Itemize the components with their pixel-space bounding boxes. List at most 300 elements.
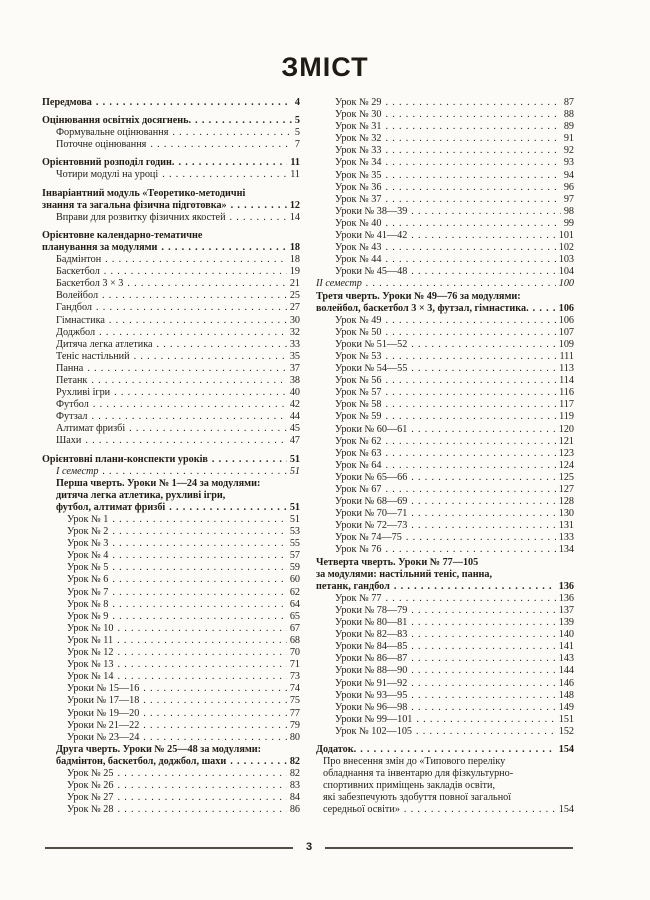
toc-entry bbox=[316, 230, 574, 242]
toc-entry bbox=[316, 690, 574, 702]
footer-rule-right bbox=[325, 847, 573, 849]
toc-entry bbox=[42, 744, 300, 756]
dot-leader bbox=[117, 792, 286, 804]
toc-entry bbox=[42, 97, 300, 109]
toc-entry bbox=[316, 145, 574, 157]
toc-entry-page: 116 bbox=[559, 387, 574, 399]
toc-entry-page: 32 bbox=[289, 326, 300, 338]
toc-entry-label: волейбол, баскетбол 3 × 3, футзал, гімнастика. bbox=[316, 302, 529, 314]
dot-leader bbox=[117, 659, 286, 671]
toc-entry bbox=[316, 756, 574, 768]
toc-entry bbox=[42, 230, 300, 242]
toc-entry-page: 5 bbox=[294, 127, 300, 139]
toc-entry bbox=[42, 623, 300, 635]
toc-entry bbox=[42, 720, 300, 732]
dot-leader bbox=[91, 411, 286, 423]
toc-entry-label: Петанк bbox=[56, 374, 88, 386]
toc-entry bbox=[316, 496, 574, 508]
toc-entry bbox=[42, 635, 300, 647]
toc-entry bbox=[42, 363, 300, 375]
toc-entry-page: 11 bbox=[290, 169, 300, 181]
toc-entry-page: 68 bbox=[289, 634, 300, 646]
toc-entry-label: Уроки № 23—24 bbox=[67, 731, 140, 743]
toc-entry-page: 131 bbox=[558, 520, 574, 532]
toc-entry-label: Урок № 74—75 bbox=[335, 532, 402, 544]
dot-leader bbox=[385, 97, 560, 109]
toc-entry-label: Баскетбол 3 × 3 bbox=[56, 278, 124, 290]
dot-leader bbox=[385, 170, 560, 182]
toc-entry-label: Уроки № 60—61 bbox=[335, 423, 408, 435]
toc-entry-label: Уроки № 93—95 bbox=[335, 689, 408, 701]
toc-entry-label: Уроки № 68—69 bbox=[335, 496, 408, 508]
toc-entry bbox=[42, 212, 300, 224]
toc-entry-label: Гімнастика bbox=[56, 314, 105, 326]
toc-entry-page: 101 bbox=[558, 230, 574, 242]
toc-entry bbox=[316, 557, 574, 569]
dot-leader bbox=[112, 611, 286, 623]
toc-entry-page: 117 bbox=[559, 399, 574, 411]
toc-entry-label: Баскетбол bbox=[56, 266, 100, 278]
toc-entry-label: Друга чверть. Уроки № 25—48 за модулями: bbox=[56, 743, 262, 755]
toc-entry-label: Урок № 58 bbox=[335, 399, 382, 411]
toc-entry bbox=[42, 115, 300, 127]
toc-entry-page: 109 bbox=[558, 338, 574, 350]
dot-leader bbox=[385, 182, 560, 194]
toc-entry-label: Урок № 12 bbox=[67, 647, 114, 659]
page-footer bbox=[45, 842, 573, 854]
toc-entry-page: 96 bbox=[563, 181, 574, 193]
toc-entry bbox=[316, 327, 574, 339]
toc-entry bbox=[316, 291, 574, 303]
dot-leader bbox=[117, 804, 286, 816]
toc-entry bbox=[316, 641, 574, 653]
toc-entry bbox=[316, 726, 574, 738]
toc-entry-label: Поточне оцінювання bbox=[56, 139, 147, 151]
toc-entry bbox=[316, 133, 574, 145]
toc-entry bbox=[42, 804, 300, 816]
dot-leader bbox=[161, 242, 286, 254]
toc-entry-label: Третя чверть. Уроки № 49—76 за модулями: bbox=[316, 290, 521, 302]
toc-entry-page: 107 bbox=[558, 326, 574, 338]
dot-leader bbox=[117, 647, 286, 659]
toc-entry-page: 99 bbox=[563, 217, 574, 229]
toc-entry bbox=[42, 266, 300, 278]
toc-entry-page: 98 bbox=[563, 205, 574, 217]
toc-entry bbox=[316, 315, 574, 327]
dot-leader bbox=[411, 678, 555, 690]
toc-entry bbox=[316, 544, 574, 556]
toc-entry-label: Урок № 56 bbox=[335, 375, 382, 387]
toc-entry bbox=[42, 351, 300, 363]
toc-entry-page: 14 bbox=[289, 211, 300, 223]
dot-leader bbox=[533, 303, 556, 315]
toc-entry bbox=[42, 562, 300, 574]
dot-leader bbox=[385, 145, 560, 157]
dot-leader bbox=[114, 387, 287, 399]
toc-entry-label: Шахи bbox=[56, 435, 82, 447]
toc-entry bbox=[42, 466, 300, 478]
toc-entry-label: Урок № 11 bbox=[67, 634, 114, 646]
toc-entry bbox=[42, 454, 300, 466]
dot-leader bbox=[96, 302, 287, 314]
toc-entry-label: Урок № 59 bbox=[335, 411, 382, 423]
dot-leader bbox=[385, 484, 555, 496]
toc-entry-label: Урок № 28 bbox=[67, 804, 114, 816]
dot-leader bbox=[96, 97, 292, 109]
toc-entry bbox=[42, 647, 300, 659]
toc-entry-label: Алтимат фризбі bbox=[56, 423, 126, 435]
toc-entry-label: Уроки № 19—20 bbox=[67, 707, 140, 719]
toc-entry bbox=[42, 399, 300, 411]
toc-entry-label: Вправи для розвитку фізичних якостей bbox=[56, 211, 226, 223]
toc-entry bbox=[42, 339, 300, 351]
toc-entry-label: Уроки № 41—42 bbox=[335, 230, 408, 242]
toc-entry-label: Уроки № 54—55 bbox=[335, 363, 408, 375]
toc-entry bbox=[316, 339, 574, 351]
toc-entry-page: 25 bbox=[289, 290, 300, 302]
dot-leader bbox=[117, 635, 287, 647]
dot-leader bbox=[416, 714, 555, 726]
dot-leader bbox=[385, 315, 555, 327]
toc-entry bbox=[42, 792, 300, 804]
dot-leader bbox=[172, 127, 292, 139]
toc-entry bbox=[316, 303, 574, 315]
toc-entry-page: 5 bbox=[294, 115, 300, 127]
toc-entry bbox=[42, 756, 300, 768]
toc-entry-page: 59 bbox=[289, 562, 300, 574]
toc-entry-label: Уроки № 21—22 bbox=[67, 719, 140, 731]
toc-entry-label: Урок № 3 bbox=[67, 538, 109, 550]
toc-entry-label: Урок № 30 bbox=[335, 109, 382, 121]
toc-entry bbox=[42, 290, 300, 302]
dot-leader bbox=[127, 278, 286, 290]
dot-leader bbox=[411, 665, 555, 677]
toc-entry-label: Урок № 76 bbox=[335, 544, 382, 556]
toc-entry-label: Уроки № 99—101 bbox=[335, 713, 413, 725]
dot-leader bbox=[91, 375, 286, 387]
toc-entry bbox=[316, 744, 574, 756]
toc-entry-label: Урок № 36 bbox=[335, 181, 382, 193]
dot-leader bbox=[109, 315, 287, 327]
toc-entry-label: Урок № 67 bbox=[335, 484, 382, 495]
toc-entry bbox=[42, 574, 300, 586]
toc-entry-page: 4 bbox=[294, 97, 300, 108]
toc-entry-page: 51 bbox=[289, 453, 300, 465]
toc-entry-page: 154 bbox=[558, 804, 574, 816]
toc-entry-label: петанк, гандбол bbox=[316, 580, 390, 592]
toc-entry-label: Уроки № 65—66 bbox=[335, 471, 408, 483]
toc-columns bbox=[42, 97, 574, 817]
dot-leader bbox=[411, 690, 555, 702]
toc-entry-label: планування за модулями bbox=[42, 241, 158, 253]
toc-entry-label: Рухливі ігри bbox=[56, 387, 111, 399]
toc-entry bbox=[42, 768, 300, 780]
toc-entry-page: 139 bbox=[558, 617, 574, 629]
toc-entry-page: 130 bbox=[558, 508, 574, 520]
dot-leader bbox=[411, 520, 555, 532]
dot-leader bbox=[385, 351, 556, 363]
dot-leader bbox=[385, 375, 556, 387]
toc-entry-page: 89 bbox=[563, 121, 574, 133]
dot-leader bbox=[385, 593, 555, 605]
toc-entry-label: Уроки № 17—18 bbox=[67, 695, 140, 707]
toc-entry-label: Урок № 33 bbox=[335, 145, 382, 157]
dot-leader bbox=[85, 435, 286, 447]
dot-leader bbox=[150, 139, 292, 151]
toc-entry bbox=[316, 399, 574, 411]
toc-entry bbox=[316, 472, 574, 484]
toc-entry-page: 62 bbox=[289, 586, 300, 598]
toc-entry-page: 74 bbox=[289, 683, 300, 695]
dot-leader bbox=[385, 387, 556, 399]
toc-entry-page: 64 bbox=[289, 598, 300, 610]
toc-entry bbox=[42, 599, 300, 611]
toc-entry-label: Уроки № 86—87 bbox=[335, 653, 408, 665]
toc-entry-label: Урок № 7 bbox=[67, 586, 109, 598]
dot-leader bbox=[411, 206, 561, 218]
toc-entry bbox=[316, 581, 574, 593]
toc-entry bbox=[42, 671, 300, 683]
toc-entry-page: 127 bbox=[558, 484, 574, 495]
dot-leader bbox=[112, 550, 286, 562]
toc-entry bbox=[42, 139, 300, 151]
toc-entry-label: Панна bbox=[56, 362, 84, 374]
toc-entry-page: 124 bbox=[558, 459, 574, 471]
dot-leader bbox=[385, 448, 555, 460]
toc-entry-page: 79 bbox=[289, 719, 300, 731]
dot-leader bbox=[404, 804, 556, 816]
toc-entry-label: знання та загальна фізична підготовка» bbox=[42, 199, 227, 211]
toc-entry-page: 18 bbox=[289, 241, 300, 253]
dot-leader bbox=[134, 351, 287, 363]
dot-leader bbox=[411, 605, 555, 617]
dot-leader bbox=[102, 466, 286, 478]
toc-entry-page: 91 bbox=[563, 133, 574, 145]
toc-entry bbox=[42, 327, 300, 339]
toc-entry-page: 51 bbox=[289, 465, 300, 477]
toc-entry-page: 121 bbox=[558, 435, 574, 447]
toc-entry-label: Урок № 2 bbox=[67, 526, 109, 538]
toc-entry bbox=[316, 804, 574, 816]
toc-entry-label: Бадмінтон bbox=[56, 254, 102, 266]
dot-leader bbox=[366, 278, 556, 290]
toc-entry-label: Гандбол bbox=[56, 302, 93, 314]
toc-entry-label: Урок № 64 bbox=[335, 459, 382, 471]
toc-entry-page: 67 bbox=[289, 622, 300, 634]
dot-leader bbox=[105, 254, 287, 266]
toc-entry-page: 141 bbox=[558, 641, 574, 653]
toc-entry-page: 37 bbox=[289, 362, 300, 374]
toc-entry bbox=[42, 538, 300, 550]
toc-entry bbox=[316, 375, 574, 387]
toc-entry bbox=[42, 526, 300, 538]
toc-entry-page: 136 bbox=[558, 580, 574, 592]
dot-leader bbox=[112, 599, 286, 611]
toc-entry-page: 51 bbox=[289, 514, 300, 525]
toc-entry bbox=[42, 169, 300, 181]
footer-rule-left bbox=[45, 847, 293, 849]
toc-entry-label: спортивних приміщень закладів освіти, bbox=[323, 780, 496, 792]
toc-entry-label: Урок № 49 bbox=[335, 314, 382, 326]
dot-leader bbox=[411, 617, 555, 629]
toc-entry-label: середньої освіти» bbox=[323, 804, 400, 816]
toc-entry-page: 134 bbox=[558, 544, 574, 556]
toc-entry-page: 111 bbox=[559, 350, 574, 362]
toc-entry-label: Уроки № 72—73 bbox=[335, 520, 408, 532]
toc-entry bbox=[42, 242, 300, 254]
toc-entry-label: Урок № 37 bbox=[335, 193, 382, 205]
toc-entry-page: 53 bbox=[289, 526, 300, 538]
toc-entry-label: Дитяча легка атлетика bbox=[56, 338, 153, 350]
dot-leader bbox=[411, 339, 555, 351]
dot-leader bbox=[212, 454, 287, 466]
toc-entry bbox=[316, 194, 574, 206]
toc-entry-label: Урок № 6 bbox=[67, 574, 109, 586]
toc-entry-page: 144 bbox=[558, 665, 574, 677]
toc-entry-page: 100 bbox=[558, 278, 574, 290]
toc-entry-page: 33 bbox=[289, 338, 300, 350]
dot-leader bbox=[112, 574, 286, 586]
toc-entry-label: Урок № 25 bbox=[67, 767, 114, 779]
toc-entry-label: Додаток. bbox=[316, 743, 357, 755]
toc-entry bbox=[316, 508, 574, 520]
toc-entry bbox=[42, 780, 300, 792]
toc-entry-page: 80 bbox=[289, 731, 300, 743]
toc-entry-label: Волейбол bbox=[56, 290, 99, 302]
toc-entry-label: Доджбол bbox=[56, 326, 96, 338]
toc-entry-label: Урок № 35 bbox=[335, 169, 382, 181]
toc-entry-label: які забезпечують здобуття повної загальної bbox=[323, 792, 512, 804]
toc-entry-label: Теніс настільний bbox=[56, 350, 130, 362]
toc-entry-label: Урок № 5 bbox=[67, 562, 109, 574]
dot-leader bbox=[112, 562, 286, 574]
dot-leader bbox=[87, 363, 287, 375]
toc-entry-label: Уроки № 51—52 bbox=[335, 338, 408, 350]
toc-entry bbox=[316, 109, 574, 121]
toc-entry-label: I семестр bbox=[56, 465, 99, 477]
dot-leader bbox=[117, 768, 286, 780]
toc-entry bbox=[316, 97, 574, 109]
toc-entry-page: 86 bbox=[289, 804, 300, 816]
dot-leader bbox=[117, 780, 286, 792]
page-number: 3 bbox=[305, 841, 313, 853]
toc-entry bbox=[316, 629, 574, 641]
toc-entry-page: 119 bbox=[559, 411, 574, 423]
dot-leader bbox=[102, 290, 287, 302]
toc-entry-page: 60 bbox=[289, 574, 300, 586]
dot-leader bbox=[112, 514, 286, 526]
toc-entry-page: 137 bbox=[558, 604, 574, 616]
toc-entry-page: 133 bbox=[558, 532, 574, 544]
toc-entry-label: Урок № 44 bbox=[335, 254, 382, 266]
dot-leader bbox=[411, 629, 555, 641]
toc-entry-label: Футзал bbox=[56, 411, 88, 423]
toc-entry bbox=[42, 127, 300, 139]
toc-entry-label: Урок № 9 bbox=[67, 610, 109, 622]
toc-entry-page: 92 bbox=[563, 145, 574, 157]
toc-entry bbox=[42, 683, 300, 695]
toc-entry-label: Урок № 63 bbox=[335, 447, 382, 459]
toc-entry-label: Орієнтовне календарно-тематичне bbox=[42, 229, 203, 241]
toc-entry bbox=[42, 411, 300, 423]
toc-entry bbox=[316, 242, 574, 254]
toc-entry bbox=[42, 387, 300, 399]
toc-entry-label: Урок № 77 bbox=[335, 592, 382, 604]
toc-entry-page: 11 bbox=[290, 157, 300, 169]
toc-entry-label: Урок № 8 bbox=[67, 598, 109, 610]
dot-leader bbox=[406, 532, 556, 544]
dot-leader bbox=[104, 266, 287, 278]
dot-leader bbox=[411, 702, 555, 714]
toc-entry bbox=[316, 460, 574, 472]
dot-leader bbox=[178, 157, 287, 169]
toc-entry-label: за модулями: настільний теніс, панна, bbox=[316, 568, 493, 580]
dot-leader bbox=[411, 641, 555, 653]
toc-entry bbox=[42, 502, 300, 514]
toc-entry-page: 143 bbox=[558, 653, 574, 665]
toc-entry-label: бадмінтон, баскетбол, доджбол, шахи bbox=[56, 755, 227, 767]
toc-entry bbox=[316, 484, 574, 496]
dot-leader bbox=[143, 683, 287, 695]
toc-entry-page: 82 bbox=[289, 755, 300, 767]
toc-entry bbox=[316, 569, 574, 581]
toc-entry-label: обладнання та інвентарю для фізкультурно- bbox=[323, 768, 514, 780]
toc-entry bbox=[316, 605, 574, 617]
toc-entry-page: 35 bbox=[289, 350, 300, 362]
toc-entry-label: Урок № 1 bbox=[67, 514, 109, 525]
toc-entry-label: II семестр bbox=[316, 278, 362, 290]
dot-leader bbox=[230, 212, 287, 224]
toc-entry-page: 19 bbox=[289, 266, 300, 278]
toc-entry-page: 51 bbox=[289, 501, 300, 513]
toc-column-right bbox=[316, 97, 574, 817]
toc-entry-page: 38 bbox=[289, 374, 300, 386]
dot-leader bbox=[385, 544, 555, 556]
dot-leader bbox=[117, 671, 286, 683]
toc-entry-page: 106 bbox=[558, 302, 574, 314]
toc-entry-label: Урок № 40 bbox=[335, 217, 382, 229]
dot-leader bbox=[385, 327, 555, 339]
toc-entry-label: Уроки № 38—39 bbox=[335, 205, 408, 217]
toc-entry bbox=[42, 695, 300, 707]
toc-entry bbox=[42, 423, 300, 435]
toc-entry-label: Урок № 53 bbox=[335, 350, 382, 362]
toc-entry bbox=[316, 714, 574, 726]
toc-entry-label: Перша чверть. Уроки № 1—24 за модулями: bbox=[56, 477, 261, 489]
toc-entry bbox=[42, 315, 300, 327]
toc-entry-page: 128 bbox=[558, 496, 574, 508]
toc-entry-label: Урок № 29 bbox=[335, 97, 382, 108]
toc-entry-page: 55 bbox=[289, 538, 300, 550]
toc-entry-page: 7 bbox=[294, 139, 300, 151]
toc-entry-page: 140 bbox=[558, 629, 574, 641]
dot-leader bbox=[385, 254, 555, 266]
dot-leader bbox=[169, 502, 287, 514]
toc-entry bbox=[42, 375, 300, 387]
toc-entry bbox=[42, 490, 300, 502]
toc-entry-label: Передмова bbox=[42, 97, 92, 108]
toc-entry-label: Урок № 4 bbox=[67, 550, 109, 562]
toc-entry bbox=[316, 792, 574, 804]
toc-entry-page: 75 bbox=[289, 695, 300, 707]
toc-entry-label: Орієнтовні плани-конспекти уроків bbox=[42, 453, 208, 465]
toc-entry-label: Урок № 57 bbox=[335, 387, 382, 399]
toc-entry-page: 123 bbox=[558, 447, 574, 459]
toc-entry-page: 146 bbox=[558, 677, 574, 689]
toc-entry-page: 27 bbox=[289, 302, 300, 314]
dot-leader bbox=[143, 708, 287, 720]
toc-entry bbox=[316, 593, 574, 605]
